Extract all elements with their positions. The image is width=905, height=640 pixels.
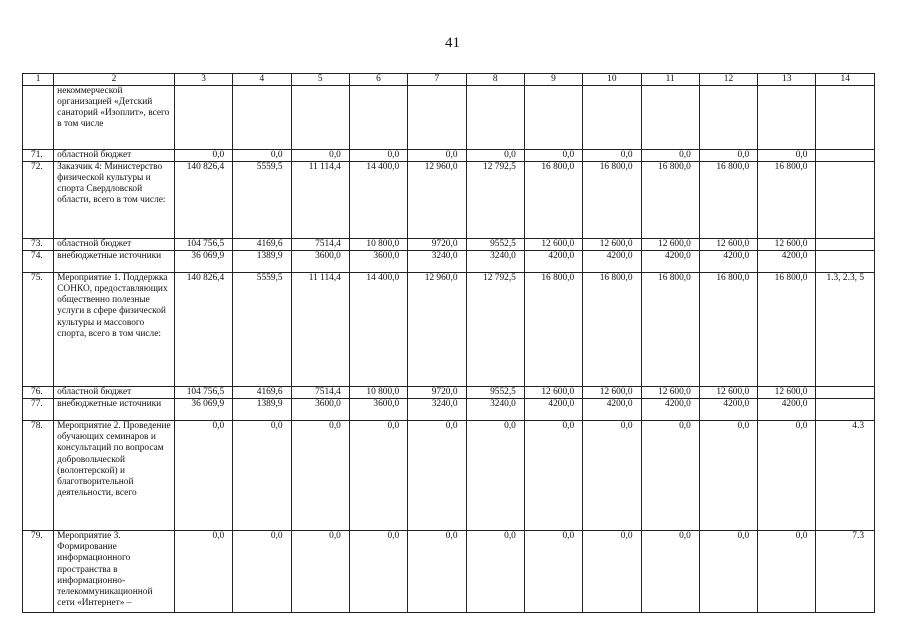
amount-cell: 0,0 <box>641 531 699 613</box>
amount-cell: 0,0 <box>233 531 291 613</box>
column-header: 9 <box>524 74 582 86</box>
table-row <box>23 399 875 421</box>
amount-cell: 4200,0 <box>583 399 641 421</box>
amount-cell: 0,0 <box>583 150 641 162</box>
row-description: областной бюджет <box>54 387 175 399</box>
amount-cell: 0,0 <box>291 531 349 613</box>
amount-cell: 0,0 <box>699 531 757 613</box>
amount-cell: 12 600,0 <box>699 387 757 399</box>
amount-cell: 10 800,0 <box>349 239 407 251</box>
amount-cell: 12 600,0 <box>583 239 641 251</box>
amount-cell: 104 756,5 <box>174 239 232 251</box>
amount-cell: 0,0 <box>408 531 466 613</box>
amount-cell: 12 600,0 <box>758 239 816 251</box>
target-reference: 4.3 <box>816 421 875 531</box>
amount-cell <box>233 86 291 150</box>
table-row <box>23 86 875 150</box>
row-description: некоммерческой организацией «Детский санаторий «Изоплит», всего в том числе <box>54 86 175 150</box>
amount-cell: 12 792,5 <box>466 273 524 387</box>
amount-cell: 0,0 <box>233 421 291 531</box>
row-number: 79. <box>23 531 54 613</box>
amount-cell: 0,0 <box>699 150 757 162</box>
amount-cell: 9720,0 <box>408 239 466 251</box>
amount-cell: 16 800,0 <box>583 273 641 387</box>
amount-cell: 12 600,0 <box>641 387 699 399</box>
amount-cell: 12 600,0 <box>758 387 816 399</box>
amount-cell: 12 960,0 <box>408 273 466 387</box>
amount-cell: 16 800,0 <box>583 162 641 239</box>
row-description: внебюджетные источники <box>54 251 175 273</box>
column-header: 11 <box>641 74 699 86</box>
target-reference: 1.3, 2.3, 5 <box>816 273 875 387</box>
row-description: областной бюджет <box>54 239 175 251</box>
target-reference <box>816 239 875 251</box>
column-header: 12 <box>699 74 757 86</box>
amount-cell: 16 800,0 <box>641 273 699 387</box>
amount-cell: 0,0 <box>583 421 641 531</box>
amount-cell <box>466 86 524 150</box>
amount-cell: 16 800,0 <box>524 162 582 239</box>
column-header: 2 <box>54 74 175 86</box>
table-row <box>23 387 875 399</box>
amount-cell: 0,0 <box>466 421 524 531</box>
row-description: Заказчик 4: Министерство физической культуры и спорта Свердловской области, всего в том числе: <box>54 162 175 239</box>
column-header: 4 <box>233 74 291 86</box>
row-number: 73. <box>23 239 54 251</box>
amount-cell: 3600,0 <box>291 399 349 421</box>
amount-cell: 4169,6 <box>233 387 291 399</box>
amount-cell: 12 600,0 <box>699 239 757 251</box>
table-row <box>23 251 875 273</box>
amount-cell: 0,0 <box>349 150 407 162</box>
amount-cell: 0,0 <box>349 531 407 613</box>
amount-cell: 0,0 <box>583 531 641 613</box>
amount-cell: 0,0 <box>758 421 816 531</box>
row-description: Мероприятие 2. Проведение обучающих семинаров и консультаций по вопросам добровольческой (волонтерской) и благотворительной деятельности, всего <box>54 421 175 531</box>
amount-cell: 0,0 <box>524 531 582 613</box>
table-row <box>23 421 875 531</box>
amount-cell: 12 960,0 <box>408 162 466 239</box>
amount-cell: 9720,0 <box>408 387 466 399</box>
row-description: Мероприятие 1. Поддержка СОНКО, предоставляющих общественно полезные услуги в сфере физической культуры и массового спорта, всего в том числе: <box>54 273 175 387</box>
page-number: 41 <box>445 35 460 51</box>
amount-cell: 0,0 <box>466 531 524 613</box>
amount-cell: 12 600,0 <box>524 387 582 399</box>
amount-cell: 11 114,4 <box>291 162 349 239</box>
amount-cell <box>641 86 699 150</box>
row-description: Мероприятие 3. Формирование информационного пространства в информационно-телекоммуникационной сети «Интернет» – <box>54 531 175 613</box>
target-reference <box>816 150 875 162</box>
amount-cell: 3240,0 <box>408 251 466 273</box>
column-header: 14 <box>816 74 875 86</box>
amount-cell: 16 800,0 <box>758 273 816 387</box>
amount-cell <box>583 86 641 150</box>
amount-cell: 11 114,4 <box>291 273 349 387</box>
amount-cell: 4200,0 <box>524 399 582 421</box>
amount-cell: 4200,0 <box>758 399 816 421</box>
amount-cell <box>408 86 466 150</box>
amount-cell: 14 400,0 <box>349 273 407 387</box>
amount-cell: 0,0 <box>233 150 291 162</box>
table-row <box>23 150 875 162</box>
amount-cell: 0,0 <box>758 531 816 613</box>
amount-cell: 0,0 <box>174 421 232 531</box>
amount-cell: 0,0 <box>291 150 349 162</box>
column-header: 3 <box>174 74 232 86</box>
amount-cell: 4200,0 <box>699 399 757 421</box>
amount-cell: 16 800,0 <box>699 162 757 239</box>
amount-cell: 0,0 <box>758 150 816 162</box>
row-number: 77. <box>23 399 54 421</box>
column-header: 6 <box>349 74 407 86</box>
row-number: 71. <box>23 150 54 162</box>
row-number: 74. <box>23 251 54 273</box>
amount-cell: 4200,0 <box>524 251 582 273</box>
column-header: 10 <box>583 74 641 86</box>
column-header: 7 <box>408 74 466 86</box>
row-description: областной бюджет <box>54 150 175 162</box>
amount-cell: 0,0 <box>466 150 524 162</box>
amount-cell: 140 826,4 <box>174 273 232 387</box>
amount-cell: 4200,0 <box>758 251 816 273</box>
amount-cell: 140 826,4 <box>174 162 232 239</box>
amount-cell: 0,0 <box>524 150 582 162</box>
target-reference <box>816 251 875 273</box>
amount-cell: 12 600,0 <box>641 239 699 251</box>
amount-cell: 16 800,0 <box>758 162 816 239</box>
table-row <box>23 273 875 387</box>
target-reference <box>816 86 875 150</box>
amount-cell: 4169,6 <box>233 239 291 251</box>
amount-cell: 16 800,0 <box>699 273 757 387</box>
table-body <box>23 74 875 613</box>
column-header: 1 <box>23 74 54 86</box>
amount-cell: 16 800,0 <box>641 162 699 239</box>
amount-cell: 5559,5 <box>233 273 291 387</box>
amount-cell: 0,0 <box>291 421 349 531</box>
amount-cell: 0,0 <box>349 421 407 531</box>
column-header: 5 <box>291 74 349 86</box>
amount-cell <box>758 86 816 150</box>
amount-cell: 4200,0 <box>641 399 699 421</box>
row-number: 75. <box>23 273 54 387</box>
row-number <box>23 86 54 150</box>
amount-cell: 12 600,0 <box>524 239 582 251</box>
row-number: 76. <box>23 387 54 399</box>
amount-cell: 3600,0 <box>291 251 349 273</box>
target-reference: 7.3 <box>816 531 875 613</box>
amount-cell: 4200,0 <box>583 251 641 273</box>
amount-cell: 104 756,5 <box>174 387 232 399</box>
amount-cell: 7514,4 <box>291 239 349 251</box>
amount-cell: 3240,0 <box>408 399 466 421</box>
amount-cell: 12 792,5 <box>466 162 524 239</box>
amount-cell <box>291 86 349 150</box>
amount-cell: 36 069,9 <box>174 251 232 273</box>
amount-cell: 0,0 <box>699 421 757 531</box>
amount-cell <box>349 86 407 150</box>
amount-cell <box>524 86 582 150</box>
column-header: 8 <box>466 74 524 86</box>
amount-cell: 3600,0 <box>349 251 407 273</box>
amount-cell: 10 800,0 <box>349 387 407 399</box>
amount-cell: 16 800,0 <box>524 273 582 387</box>
row-number: 72. <box>23 162 54 239</box>
amount-cell: 4200,0 <box>641 251 699 273</box>
amount-cell: 3240,0 <box>466 399 524 421</box>
target-reference <box>816 387 875 399</box>
amount-cell: 14 400,0 <box>349 162 407 239</box>
amount-cell <box>174 86 232 150</box>
amount-cell: 1389,9 <box>233 399 291 421</box>
table-row <box>23 239 875 251</box>
amount-cell: 3600,0 <box>349 399 407 421</box>
amount-cell: 0,0 <box>408 421 466 531</box>
amount-cell: 7514,4 <box>291 387 349 399</box>
amount-cell: 0,0 <box>174 531 232 613</box>
row-description: внебюджетные источники <box>54 399 175 421</box>
amount-cell: 1389,9 <box>233 251 291 273</box>
amount-cell: 12 600,0 <box>583 387 641 399</box>
amount-cell: 36 069,9 <box>174 399 232 421</box>
column-header: 13 <box>758 74 816 86</box>
amount-cell: 3240,0 <box>466 251 524 273</box>
table-header-row <box>23 74 875 86</box>
target-reference <box>816 399 875 421</box>
table-row <box>23 162 875 239</box>
amount-cell: 9552,5 <box>466 239 524 251</box>
amount-cell: 0,0 <box>408 150 466 162</box>
amount-cell: 0,0 <box>174 150 232 162</box>
amount-cell <box>699 86 757 150</box>
row-number: 78. <box>23 421 54 531</box>
target-reference <box>816 162 875 239</box>
amount-cell: 0,0 <box>524 421 582 531</box>
amount-cell: 9552,5 <box>466 387 524 399</box>
amount-cell: 0,0 <box>641 150 699 162</box>
table-row <box>23 531 875 613</box>
amount-cell: 5559,5 <box>233 162 291 239</box>
amount-cell: 0,0 <box>641 421 699 531</box>
amount-cell: 4200,0 <box>699 251 757 273</box>
budget-table <box>22 73 875 613</box>
